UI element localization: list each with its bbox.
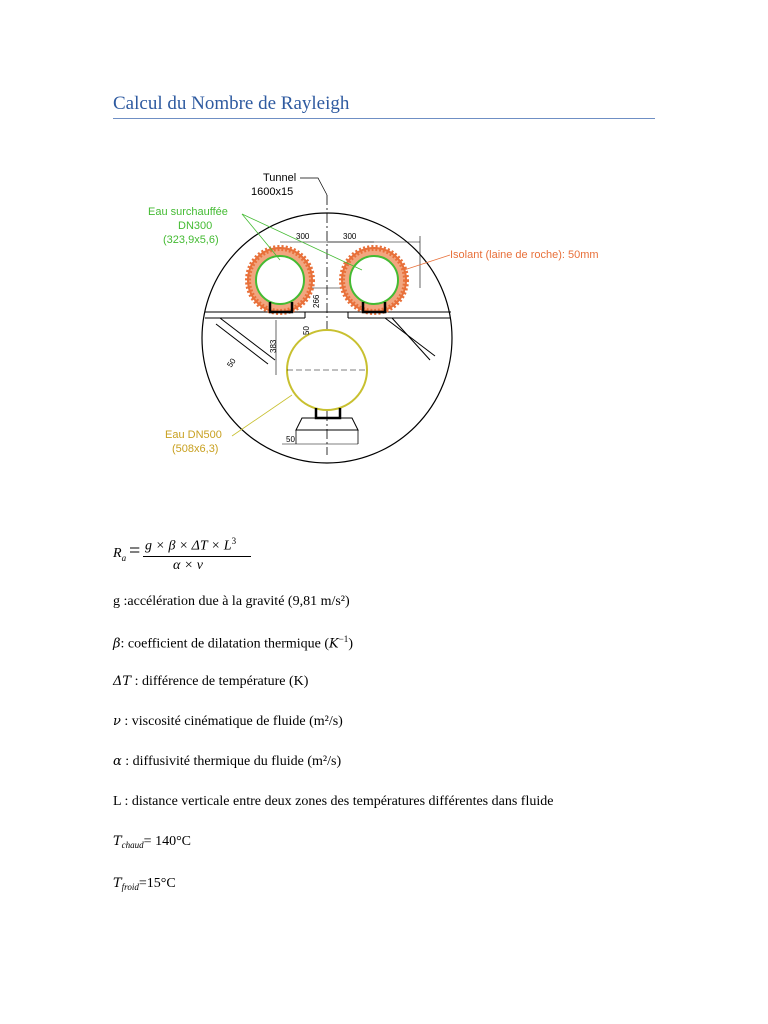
tunnel-label: Tunnel [263, 172, 297, 184]
insulation-label: Isolant (laine de roche): 50mm [450, 249, 599, 261]
definition-beta: β: coefficient de dilatation thermique $(K^{-1})$ [113, 634, 353, 652]
t-froid-value: $T_{froid}=15^\circ C$ [113, 876, 176, 892]
formula-lhs: $R_a$ [113, 546, 127, 563]
cold-water-size-label: (508x6,3) [172, 443, 219, 455]
definition-l: L : distance verticale entre deux zones des températures différentes dans fluide [113, 794, 554, 809]
formula-equals: = [129, 540, 141, 562]
tunnel-cross-section-diagram [130, 160, 650, 470]
formula-denominator: α × ν [173, 558, 204, 573]
page-title: Calcul du Nombre de Rayleigh [113, 92, 655, 119]
hot-water-label: Eau surchauffée [148, 206, 228, 218]
formula-numerator: $g \times \beta \times \Delta T \times L^3$ [145, 536, 237, 554]
rayleigh-formula [113, 536, 313, 576]
definition-alpha: α : diffusivité thermique du fluide (m²/s) [113, 754, 342, 769]
dim-50-bottom: 50 [286, 435, 295, 444]
definition-g: g :accélération due à la gravité (9,81 m/s²) [113, 594, 350, 609]
right-hot-pipe [350, 256, 398, 304]
dim-300-left: 300 [296, 232, 310, 241]
t-chaud-value: $T_{chaud}= 140^\circ C$ [113, 834, 192, 850]
dim-266: 266 [312, 294, 321, 308]
hot-water-dn-label: DN300 [178, 220, 213, 232]
dim-50-mid: 50 [302, 326, 311, 335]
tunnel-size-label: 1600x15 [251, 186, 294, 198]
cold-water-label: Eau DN500 [165, 429, 222, 441]
definition-nu: ν : viscosité cinématique de fluide (m²/s) [113, 714, 343, 729]
hot-water-size-label: (323,9x5,6) [163, 234, 219, 246]
dim-300-right: 300 [343, 232, 357, 241]
left-hot-pipe [256, 256, 304, 304]
dim-50-diag: 50 [225, 356, 238, 370]
fraction-bar [143, 556, 251, 557]
definition-delta-t: ΔT : différence de température (K) [113, 674, 309, 689]
dim-383: 383 [269, 339, 278, 353]
